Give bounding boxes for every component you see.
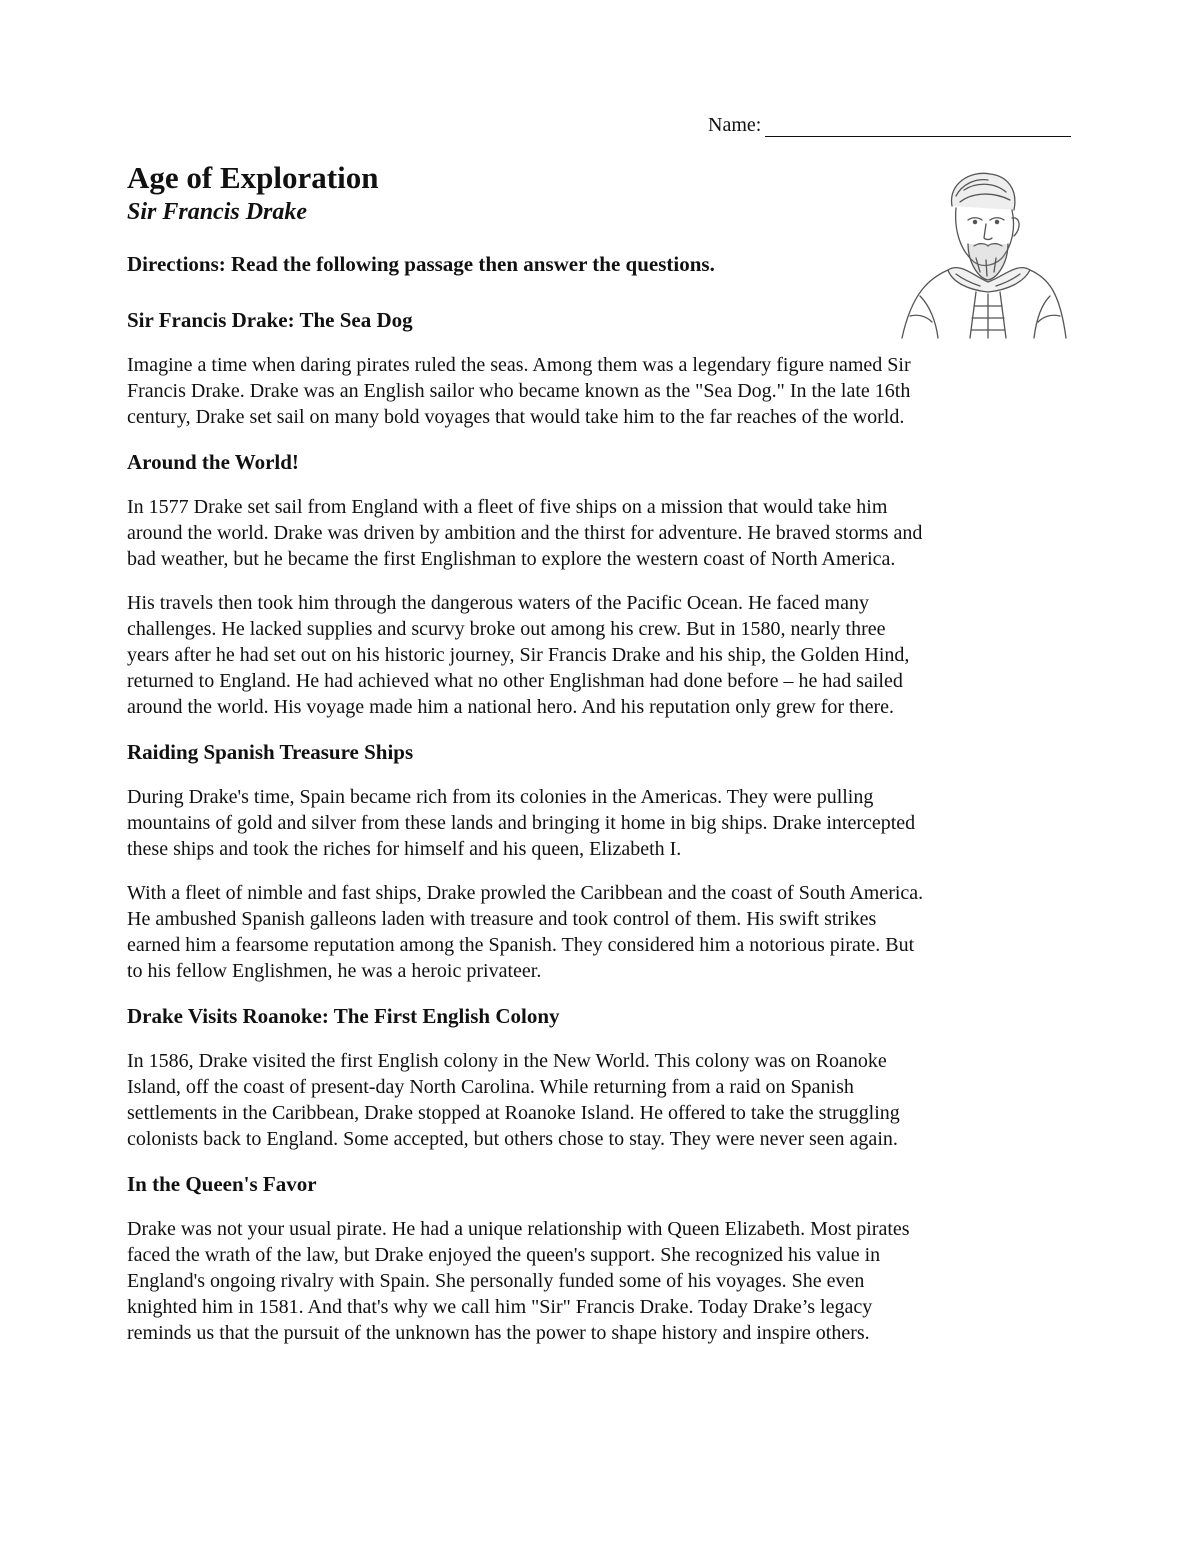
paragraph: His travels then took him through the dangerous waters of the Pacific Ocean. He faced many challenges. He lacked supplies and scurvy broke out among his crew. But in 1580, nearly three years after he had set out on his historic journey, Sir Francis Drake and his ship, the Golden Hind, returned to England. He had achieved what no other Englishman had done before – he had sailed around the world. His voyage made him a national hero. And his reputation only grew for there.: [127, 592, 910, 718]
section-heading: Drake Visits Roanoke: The First English Colony: [127, 1004, 560, 1028]
name-field-line: [708, 114, 1071, 137]
name-blank-line[interactable]: [765, 116, 1071, 137]
section-heading: In the Queen's Favor: [127, 1172, 317, 1196]
directions: [127, 250, 715, 278]
directions-label: Directions:: [127, 252, 226, 276]
name-label: Name:: [708, 114, 762, 136]
section-heading: Sir Francis Drake: The Sea Dog: [127, 308, 413, 332]
page-subtitle: Sir Francis Drake: [127, 199, 308, 225]
passage: [127, 306, 1087, 1364]
paragraph: During Drake's time, Spain became rich from its colonies in the Americas. They were pulling mountains of gold and silver from these lands and bringing it home in big ships. Drake intercepted these ships and took the riches for himself and his queen, Elizabeth I.: [127, 786, 916, 860]
paragraph: Imagine a time when daring pirates ruled the seas. Among them was a legendary figure named Sir Francis Drake. Drake was an English sailor who became known as the "Sea Dog." In the late 16th century, Drake set sail on many bold voyages that would take him to the far reaches of the world.: [127, 354, 911, 428]
paragraph: In 1577 Drake set sail from England with a fleet of five ships on a mission that would take him around the world. Drake was driven by ambition and the thirst for adventure. He braved storms and bad weather, but he became the first Englishman to explore the western coast of North America.: [127, 496, 923, 570]
paragraph: With a fleet of nimble and fast ships, Drake prowled the Caribbean and the coast of South America. He ambushed Spanish galleons laden with treasure and took control of them. His swift strikes earned him a fearsome reputation among the Spanish. They considered him a notorious pirate. But to his fellow Englishmen, he was a heroic privateer.: [127, 882, 924, 982]
paragraph: In 1586, Drake visited the first English colony in the New World. This colony was on Roanoke Island, off the coast of present-day North Carolina. While returning from a raid on Spanish settlements in the Caribbean, Drake stopped at Roanoke Island. He offered to take the struggling colonists back to England. Some accepted, but others chose to stay. They were never seen again.: [127, 1050, 900, 1150]
paragraph: Drake was not your usual pirate. He had a unique relationship with Queen Elizabeth. Most pirates faced the wrath of the law, but Drake enjoyed the queen's support. She recognized his value in England's ongoing rivalry with Spain. She personally funded some of his voyages. She even knighted him in 1581. And that's why we call him "Sir" Francis Drake. Today Drake’s legacy reminds us that the pursuit of the unknown has the power to shape history and inspire others.: [127, 1218, 910, 1344]
page-title: Age of Exploration: [127, 160, 379, 195]
section-heading: Around the World!: [127, 450, 299, 474]
directions-text: Read the following passage then answer the questions.: [225, 252, 715, 276]
section-heading: Raiding Spanish Treasure Ships: [127, 740, 414, 764]
